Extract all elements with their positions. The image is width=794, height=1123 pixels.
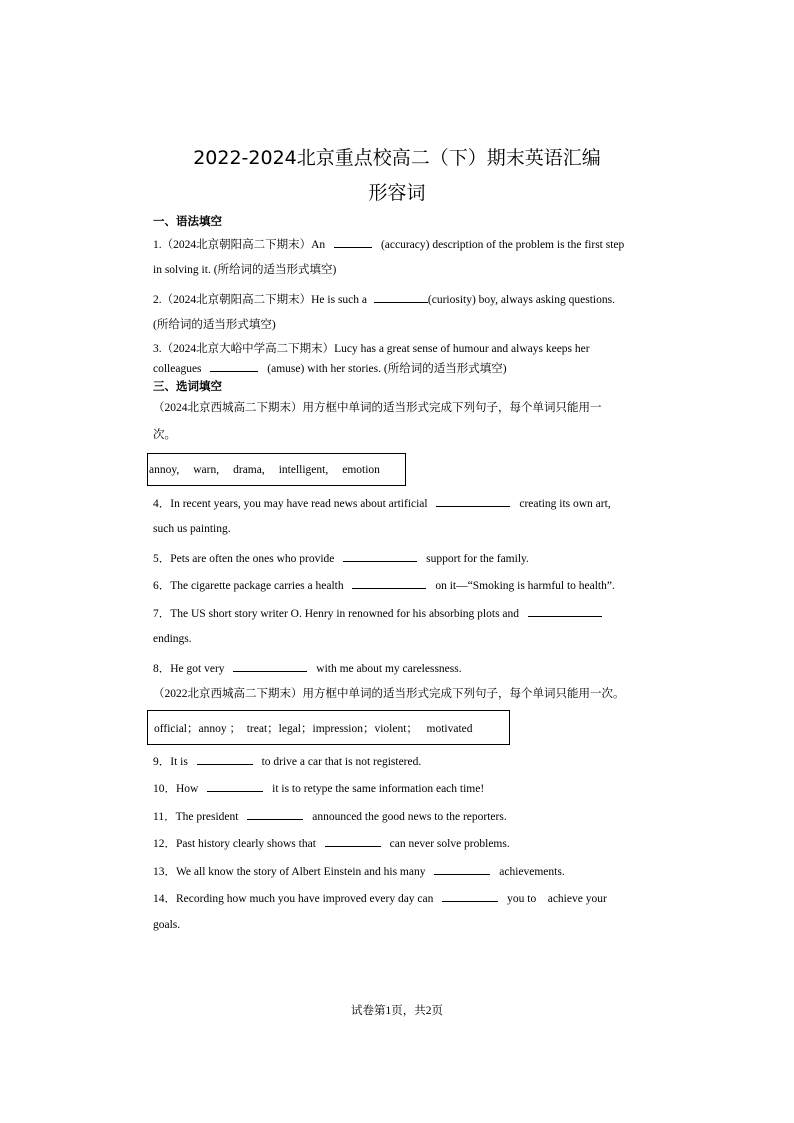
question-10 [153,780,484,796]
question-text: 2.（2024北京朝阳高二下期末）He is such a [153,294,368,306]
question-7 [153,605,602,621]
question-text: you to achieve your [507,893,607,905]
question-text: 9．It is [153,756,188,768]
question-4-continuation: such us painting. [153,523,231,535]
question-text: colleagues [153,363,202,375]
question-5 [153,550,529,566]
question-text: (accuracy) description of the problem is the first step [380,239,625,251]
question-text: 8．He got very [153,663,225,675]
question-text: with me about my carelessness. [316,663,462,675]
answer-blank[interactable] [233,660,307,672]
question-3-continuation [153,360,507,376]
answer-blank[interactable] [207,780,263,792]
question-text: to drive a car that is not registered. [261,756,422,768]
instruction-2024: （2024北京西城高二下期末）用方框中单词的适当形式完成下列句子，每个单词只能用一 [153,402,602,414]
question-text: creating its own art, [519,498,611,510]
question-text: it is to retype the same information each time! [272,783,485,795]
question-text: 5．Pets are often the ones who provide [153,553,335,565]
question-text: 4．In recent years, you may have read news about artificial [153,498,428,510]
word-bank-box-2024 [147,453,406,486]
question-text: announced the good news to the reporters. [312,811,507,823]
question-text: 1.（2024北京朝阳高二下期末）An [153,239,326,251]
answer-blank[interactable] [247,808,303,820]
question-text: can never solve problems. [389,838,510,850]
answer-blank[interactable] [334,236,372,248]
question-text: 12．Past history clearly shows that [153,838,316,850]
section-heading-word-choice: 三、选词填空 [153,379,222,393]
answer-blank[interactable] [210,360,258,372]
question-4 [153,495,611,511]
answer-blank[interactable] [442,890,498,902]
question-2-continuation: (所给词的适当形式填空) [153,319,276,331]
question-9 [153,753,421,769]
question-2 [153,291,615,307]
question-text: support for the family. [426,553,529,565]
question-text: 14．Recording how much you have improved every day can [153,893,434,905]
question-text: 6．The cigarette package carries a health [153,580,344,592]
question-14-continuation: goals. [153,919,181,931]
answer-blank[interactable] [434,863,490,875]
answer-blank[interactable] [352,577,426,589]
question-13 [153,863,565,879]
word-bank-item: annoy, [149,463,180,476]
section-heading-grammar: 一、语法填空 [153,214,222,228]
word-bank-item: drama, [233,463,265,476]
question-text: 13．We all know the story of Albert Einstein and his many [153,866,426,878]
document-subtitle: 形容词 [368,182,426,204]
answer-blank[interactable] [343,550,417,562]
instruction-2024-continuation: 次。 [153,429,176,441]
question-3: 3.（2024北京大峪中学高二下期末）Lucy has a great sense of humour and always keeps her [153,343,590,355]
question-14 [153,890,607,906]
answer-blank[interactable] [436,495,510,507]
question-12 [153,835,510,851]
instruction-2022: （2022北京西城高二下期末）用方框中单词的适当形式完成下列句子，每个单词只能用一次。 [153,688,625,700]
question-1-continuation: in solving it. (所给词的适当形式填空) [153,264,337,276]
word-bank-item: intelligent, [278,463,329,476]
answer-blank[interactable] [528,605,602,617]
question-text: (curiosity) boy, always asking questions. [427,294,615,306]
question-8 [153,660,462,676]
document-title: 2022-2024北京重点校高二（下）期末英语汇编 [193,147,601,169]
word-bank-item: warn, [193,463,220,476]
question-7-continuation: endings. [153,633,192,645]
word-bank-box-2022 [147,710,510,745]
word-bank-items: official；annoy ； treat；legal；impression；violent； motivated [154,722,473,735]
question-text: 7．The US short story writer O. Henry in renowned for his absorbing plots and [153,608,520,620]
answer-blank[interactable] [374,291,428,303]
page-footer: 试卷第1页，共2页 [351,1005,443,1017]
question-text: 10．How [153,783,199,795]
question-text: on it—“Smoking is harmful to health”. [435,580,615,592]
question-text: (amuse) with her stories. (所给词的适当形式填空) [267,363,507,375]
question-text: achievements. [499,866,565,878]
answer-blank[interactable] [197,753,253,765]
question-text: 11．The president [153,811,239,823]
answer-blank[interactable] [325,835,381,847]
question-11 [153,808,507,824]
word-bank-item: emotion [342,463,380,476]
question-1 [153,236,624,252]
question-6 [153,577,615,593]
